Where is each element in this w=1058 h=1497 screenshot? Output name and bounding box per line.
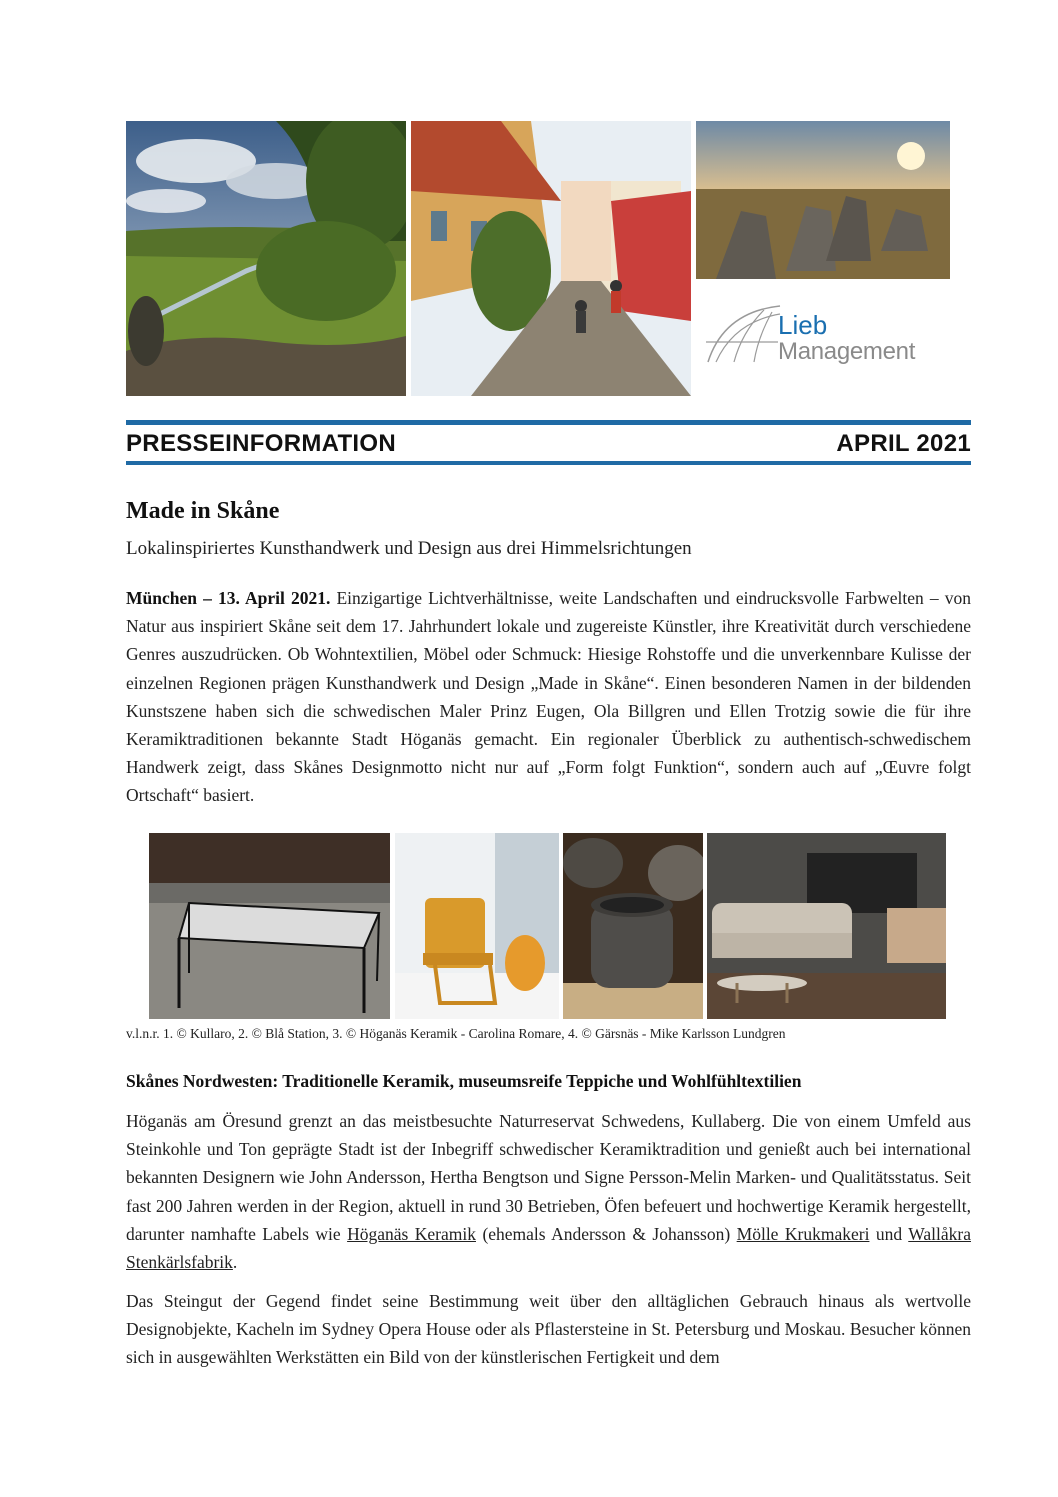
intro-paragraph [126, 584, 971, 810]
section-paragraph-2: Das Steingut der Gegend findet seine Bestimmung weit über den alltäglichen Gebrauch hinaus als wertvolle Designobjekte, Kacheln im Sydney Opera House oder als Pflastersteine in St. Petersburg und Moskau. Besucher können sich in ausgewählten Werkstätten ein Bild von der künstlerischen Fertigkeit und dem [126, 1291, 971, 1368]
photo-caption: v.l.n.r. 1. © Kullaro, 2. © Blå Station, 3. © Höganäs Keramik - Carolina Romare, 4. © Gärsnäs - Mike Karlsson Lundgren [126, 1026, 786, 1041]
paragraph-text: und [869, 1223, 909, 1244]
town-street-photo [411, 121, 691, 396]
bottom-divider [126, 461, 971, 465]
section-heading: Skånes Nordwesten: Traditionelle Keramik, museumsreife Teppiche und Wohlfühltextilien [126, 1071, 802, 1091]
logo-wordmark: Lieb [778, 310, 828, 340]
ceramics-photo [563, 833, 703, 1019]
press-info-bar [126, 428, 971, 460]
sofa-photo [707, 833, 946, 1019]
link-molle-krukmakeri[interactable]: Mölle Krukmakeri [736, 1223, 870, 1244]
paragraph-text: Höganäs am Öresund grenzt an das meistbesuchte Naturreservat Schwedens, Kullaberg. Die von einem Umfeld aus Steinkohle und Ton geprägte Stadt ist der Inbegriff schwedischer Keramiktradition und genießt auch bei international bekannten Designern wie John Andersson, Hertha Bengtson und Signe Persson-Melin Marken- und Qualitätsstatus. Seit fast 200 Jahren werden in der Region, aktuell in rund 30 Betrieben, Öfen befeuert und hochwertige Keramik hergestellt, darunter namhafte Labels wie [126, 1111, 971, 1244]
issue-date: APRIL 2021 [836, 430, 971, 457]
link-wallakra-stenkarlsfabrik[interactable]: Wallåkra Stenkärlsfabrik [126, 1223, 971, 1273]
intro-text: Einzigartige Lichtverhältnisse, weite Landschaften und eindrucksvolle Farbwelten – von Natur aus inspiriert Skåne seit dem 17. Jahrhundert lokale und zugereiste Künstler, ihre Kreativität durch verschiedene Genres auszudrücken. Ob Wohntextilien, Möbel oder Schmuck: Hiesige Rohstoffe und die unverkennbare Kulisse der einzelnen Regionen prägen Kunsthandwerk und Design „Made in Skåne“. Einen besonderen Namen in der bildenden Kunstszene haben sich die schwedischen Maler Prinz Eugen, Ola Billgren und Ellen Trotzig sowie die für ihre Keramiktraditionen bekannte Stadt Höganäs gemacht. Ein regionaler Überblick zu authentisch-schwedischem Handwerk zeigt, dass Skånes Designmotto nicht nur auf „Form folgt Funktion“, sondern auch auf „Œuvre folgt Ortschaft“ basiert. [126, 588, 971, 806]
lieb-management-logo [696, 296, 950, 376]
article-subtitle: Lokalinspiriertes Kunsthandwerk und Design aus drei Himmelsrichtungen [126, 538, 692, 559]
link-hoganas-keramik[interactable]: Höganäs Keramik [347, 1223, 476, 1244]
paragraph-text: . [232, 1252, 238, 1273]
paragraph-text: (ehemals Andersson & Johansson) [476, 1223, 737, 1244]
logo-subtitle: Management [778, 338, 916, 365]
chair-photo [395, 833, 559, 1019]
dateline: München – 13. April 2021. [126, 588, 331, 608]
section-paragraph-1 [126, 1107, 971, 1276]
sunset-stones-photo [696, 121, 950, 279]
landscape-photo [126, 121, 406, 396]
article-title: Made in Skåne [126, 498, 280, 524]
table-photo [149, 833, 390, 1019]
globe-arc-icon [704, 302, 782, 364]
top-divider [126, 420, 971, 425]
press-label: PRESSEINFORMATION [126, 430, 397, 457]
